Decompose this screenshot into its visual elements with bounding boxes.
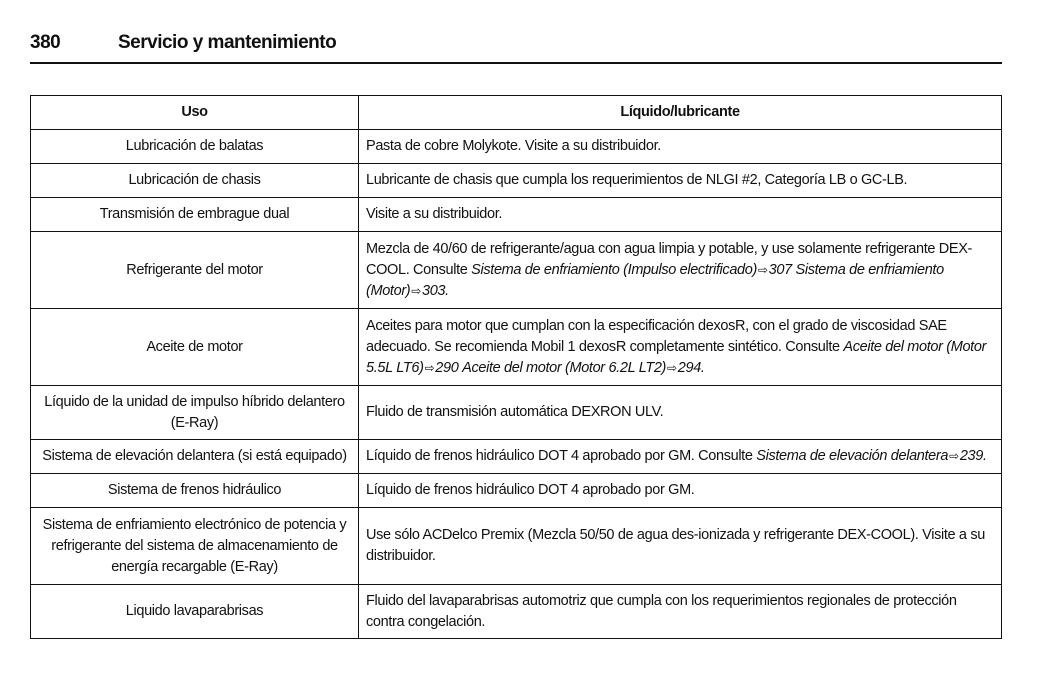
reference-title: Aceite del motor (Motor 5.5L LT6): [366, 338, 987, 376]
cross-reference-link[interactable]: [462, 360, 701, 376]
page-title: Servicio y mantenimiento: [118, 32, 337, 53]
liquido-text: Aceites para motor que cumplan con la especificación dexosR, con el grado de viscosidad SAE adecuado. Se recomienda Mobil 1 dexosR completamente sintético. Consulte: [366, 317, 947, 355]
reference-page: 294: [677, 359, 701, 376]
liquido-cell: Use sólo ACDelco Premix (Mezcla 50/50 de agua des-ionizada y refrigerante DEX-COOL). Visite a su distribuidor.: [359, 508, 1002, 585]
uso-cell: Aceite de motor: [31, 309, 359, 386]
uso-cell: Sistema de enfriamiento electrónico de potencia y refrigerante del sistema de almacenamiento de energía recargable (E-Ray): [31, 508, 359, 585]
fluids-lubricants-table: [30, 95, 1002, 639]
liquido-cell: Pasta de cobre Molykote. Visite a su distribuidor.: [359, 130, 1002, 164]
table-row: [31, 198, 1002, 232]
liquido-cell: Visite a su distribuidor.: [359, 198, 1002, 232]
column-header-liquido: Líquido/lubricante: [359, 96, 1002, 130]
liquido-text: Líquido de frenos hidráulico DOT 4 aprobado por GM. Consulte: [366, 448, 757, 464]
page-reference-arrow-icon: ⇨: [949, 449, 959, 463]
uso-cell: Lubricación de balatas: [31, 130, 359, 164]
table-header-row: [31, 96, 1002, 130]
page-reference-arrow-icon: ⇨: [411, 283, 421, 298]
uso-cell: Transmisión de embrague dual: [31, 198, 359, 232]
uso-cell: Liquido lavaparabrisas: [31, 585, 359, 639]
reference-page: 239: [959, 448, 983, 464]
reference-title: Sistema de elevación delantera: [756, 448, 949, 464]
liquido-text: Mezcla de 40/60 de refrigerante/agua con agua limpia y potable, y use solamente refrigerante DEX-COOL. Consulte: [366, 240, 973, 278]
page-reference-arrow-icon: ⇨: [667, 360, 677, 375]
reference-page: 290: [435, 359, 459, 376]
uso-cell: Sistema de frenos hidráulico: [31, 474, 359, 508]
liquido-cell: Lubricante de chasis que cumpla los requerimientos de NLGI #2, Categoría LB o GC-LB.: [359, 164, 1002, 198]
liquido-cell: Fluido del lavaparabrisas automotriz que cumpla con los requerimientos regionales de protección contra congelación.: [359, 585, 1002, 639]
liquido-cell: Líquido de frenos hidráulico DOT 4 aprobado por GM.: [359, 474, 1002, 508]
reference-page: 303: [422, 282, 446, 299]
cross-reference-link[interactable]: [471, 262, 792, 278]
table-row: [31, 130, 1002, 164]
table-row: [31, 474, 1002, 508]
uso-cell: Refrigerante del motor: [31, 232, 359, 309]
column-header-uso: Uso: [31, 96, 359, 130]
table-row: [31, 440, 1002, 474]
table-row: [31, 309, 1002, 386]
table-row: [31, 386, 1002, 440]
liquido-cell: Aceites para motor que cumplan con la especificación dexosR, con el grado de viscosidad SAE adecuado. Se recomienda Mobil 1 dexosR completamente sintético. Consulte Aceite del motor (Motor 5.5L LT6)⇨290 Aceite del motor (Motor 6.2L LT2)⇨294.: [359, 309, 1002, 386]
uso-cell: Lubricación de chasis: [31, 164, 359, 198]
table-row: [31, 164, 1002, 198]
page-number: 380: [30, 32, 61, 53]
reference-page: 307: [768, 261, 792, 278]
liquido-cell: Líquido de frenos hidráulico DOT 4 aprobado por GM. Consulte Sistema de elevación delantera⇨239.: [359, 440, 1002, 474]
cross-reference-link[interactable]: [756, 448, 983, 464]
liquido-cell: Fluido de transmisión automática DEXRON ULV.: [359, 386, 1002, 440]
reference-title: Aceite del motor (Motor 6.2L LT2): [462, 359, 667, 376]
table-row: [31, 232, 1002, 309]
table-row: [31, 508, 1002, 585]
reference-title: Sistema de enfriamiento (Impulso electrificado): [471, 261, 757, 278]
page-header: [30, 30, 1002, 64]
uso-cell: Sistema de elevación delantera (si está equipado): [31, 440, 359, 474]
page-reference-arrow-icon: ⇨: [757, 262, 768, 277]
page-reference-arrow-icon: ⇨: [424, 360, 435, 375]
uso-cell: Líquido de la unidad de impulso híbrido delantero (E-Ray): [31, 386, 359, 440]
table-row: [31, 585, 1002, 639]
reference-title: Sistema de enfriamiento (Motor): [366, 261, 944, 299]
liquido-cell: Mezcla de 40/60 de refrigerante/agua con agua limpia y potable, y use solamente refrigerante DEX-COOL. Consulte Sistema de enfriamiento (Impulso electrificado)⇨307 Sistema de enfriamiento (Motor)⇨303.: [359, 232, 1002, 309]
